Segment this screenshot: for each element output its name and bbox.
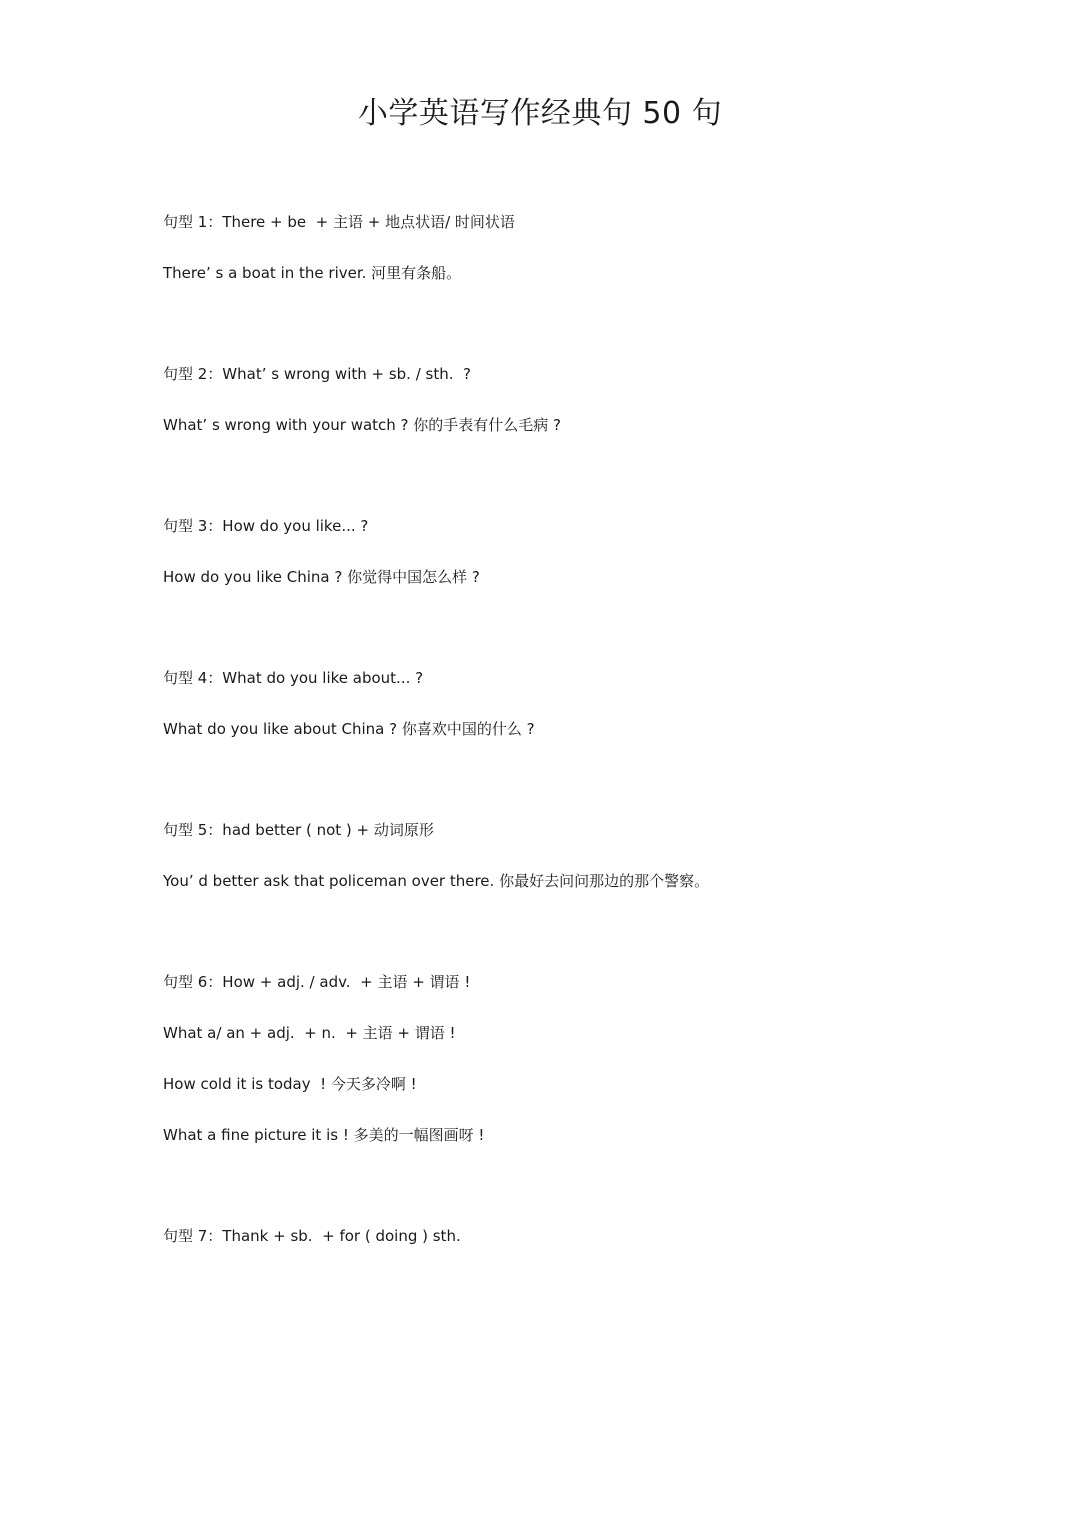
- page-title: 小学英语写作经典句 50 句: [357, 96, 723, 131]
- pattern-1-example: There’ s a boat in the river. 河里有条船。: [163, 264, 462, 282]
- pattern-4-example: What do you like about China ? 你喜欢中国的什么 ?: [163, 720, 535, 738]
- pattern-3-example: How do you like China ? 你觉得中国怎么样 ?: [163, 568, 480, 586]
- pattern-2-example: What’ s wrong with your watch ? 你的手表有什么毛病 ?: [163, 416, 562, 434]
- pattern-4-heading: 句型 4：What do you like about... ?: [163, 669, 424, 687]
- pattern-5-heading: 句型 5：had better ( not ) + 动词原形: [163, 821, 434, 839]
- pattern-5-example: You’ d better ask that policeman over there. 你最好去问问那边的那个警察。: [163, 872, 710, 890]
- pattern-2-heading: 句型 2：What’ s wrong with + sb. / sth. ?: [163, 365, 472, 383]
- pattern-6-heading-alt: What a/ an + adj. + n. + 主语 + 谓语 !: [163, 1024, 456, 1042]
- pattern-6-example-1: How cold it is today ! 今天多冷啊 !: [163, 1075, 417, 1093]
- pattern-3-heading: 句型 3：How do you like... ?: [163, 517, 369, 535]
- pattern-1-heading: 句型 1：There + be + 主语 + 地点状语/ 时间状语: [163, 213, 515, 231]
- pattern-6-heading: 句型 6：How + adj. / adv. + 主语 + 谓语 !: [163, 973, 471, 991]
- pattern-6-example-2: What a fine picture it is ! 多美的一幅图画呀 !: [163, 1126, 485, 1144]
- pattern-7-heading: 句型 7：Thank + sb. + for ( doing ) sth.: [163, 1227, 461, 1245]
